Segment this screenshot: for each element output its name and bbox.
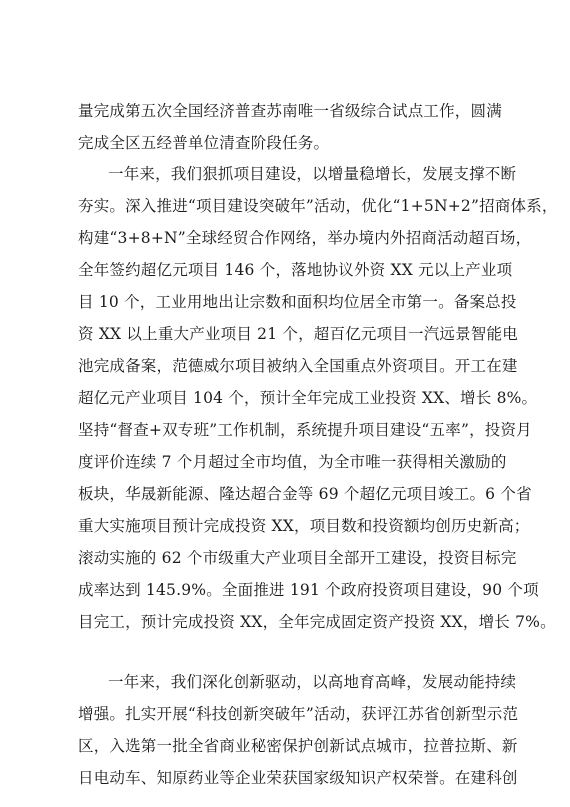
paragraph-2-line-1: 一年来，我们狠抓项目建设，以增量稳增长，发展支撑不断 [108,165,517,183]
paragraph-2-line-3: 构建“3+8+N”全球经贸合作网络，举办境内外招商活动超百场， [78,229,532,247]
paragraph-2-line-8: 超亿元产业项目 104 个，预计全年完成工业投资 XX、增长 8%。 [78,389,538,407]
paragraph-2-line-7: 池完成备案，范德威尔项目被纳入全国重点外资项目。开工在建 [78,357,518,375]
paragraph-2-line-13: 滚动实施的 62 个市级重大产业项目全部开工建设，投资目标完 [78,549,517,567]
paragraph-1-line-2: 完成全区五经普单位清查阶段任务。 [78,134,330,152]
paragraph-2-line-2: 夯实。深入推进“项目建设突破年”活动，优化“1+5N+2”招商体系， [78,197,558,215]
paragraph-3-line-1: 一年来，我们深化创新驱动，以高地育高峰，发展动能持续 [108,673,517,691]
paragraph-3-line-2: 增强。扎实开展“科技创新突破年”活动，获评江苏省创新型示范 [78,705,519,723]
paragraph-2-line-11: 板块，华晟新能源、隆达超合金等 69 个超亿元项目竣工。6 个省 [78,485,532,503]
paragraph-2-line-15: 目完工，预计完成投资 XX，全年完成固定资产投资 XX，增长 7%。 [78,613,556,631]
paragraph-2-line-6: 资 XX 以上重大产业项目 21 个，超百亿元项目一汽远景智能电 [78,325,518,343]
paragraph-2-line-9: 坚持“督查+双专班”工作机制，系统提升项目建设“五率”，投资月 [78,421,532,439]
paragraph-3-line-3: 区，入选第一批全省商业秘密保护创新试点城市，拉普拉斯、新 [78,737,518,755]
paragraph-2-line-4: 全年签约超亿元项目 146 个，落地协议外资 XX 元以上产业项 [78,261,513,279]
paragraph-3-line-4: 日电动车、知原药业等企业荣获国家级知识产权荣誉。在建科创 [78,769,518,787]
paragraph-2-line-12: 重大实施项目预计完成投资 XX，项目数和投资额均创历史新高； [78,517,530,535]
paragraph-2-line-14: 成率达到 145.9%。全面推进 191 个政府投资项目建设，90 个项 [78,581,539,599]
paragraph-1-line-1: 量完成第五次全国经济普查苏南唯一省级综合试点工作，圆满 [78,102,502,120]
paragraph-2-line-10: 度评价连续 7 个月超过全市均值，为全市唯一获得相关激励的 [78,453,507,471]
paragraph-2-line-5: 目 10 个，工业用地出让宗数和面积均位居全市第一。备案总投 [78,293,517,311]
